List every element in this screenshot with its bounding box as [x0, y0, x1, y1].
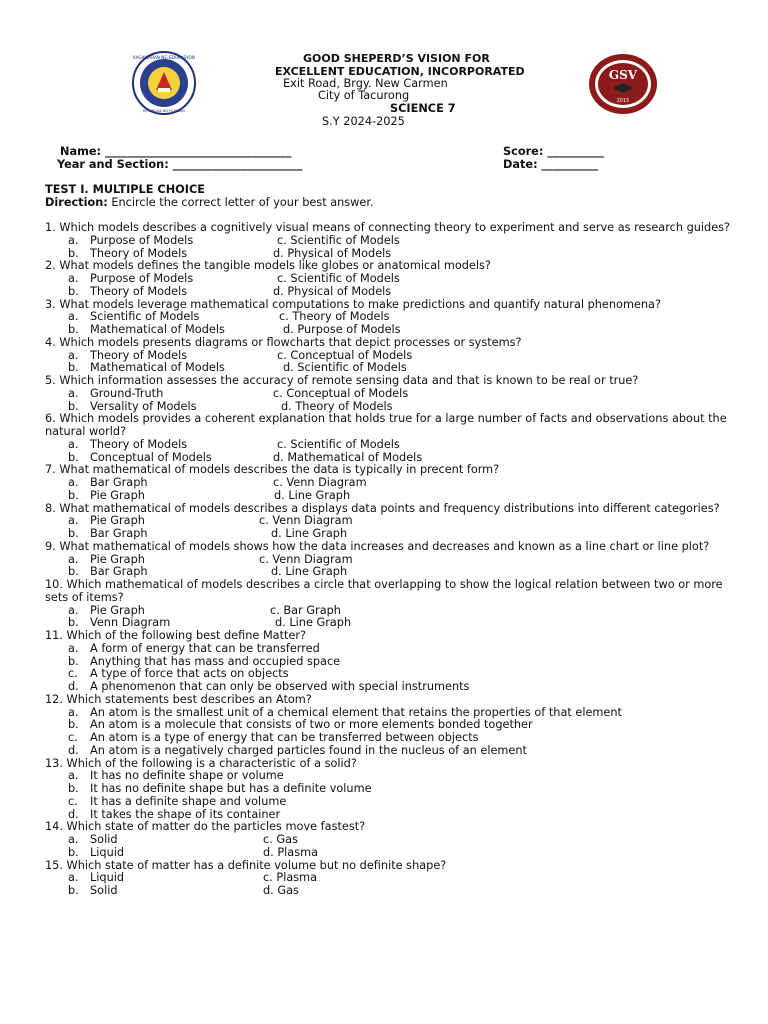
choice-second-column[interactable]: c. Conceptual of Models [277, 348, 413, 362]
direction-text: Encircle the correct letter of your best answer. [107, 196, 374, 209]
choice-letter[interactable]: d. [68, 743, 79, 757]
choice-text[interactable]: An atom is a negatively charged particles found in the nucleus of an element [90, 743, 527, 757]
answer-row[interactable] [45, 362, 745, 375]
answer-row[interactable] [45, 388, 745, 401]
gsv-logo-letters: GSV [608, 68, 638, 82]
school-city: City of Tacurong [318, 89, 410, 102]
question-text: 10. Which mathematical of models describes a circle that overlapping to show the logical relation between two or more sets of items? [45, 578, 723, 604]
choice-letter[interactable]: a. [68, 386, 79, 400]
choice-letter[interactable]: b. [68, 246, 79, 260]
question-text: 5. Which information assesses the accuracy of remote sensing data and that is known to be real or true? [45, 374, 639, 387]
choice-text[interactable]: It takes the shape of its container [90, 807, 281, 821]
choice-letter[interactable]: a. [68, 833, 79, 846]
choice-second-column[interactable]: c. Plasma [263, 871, 318, 885]
answer-row[interactable] [45, 809, 745, 822]
answer-row[interactable] [45, 796, 745, 809]
choice-text[interactable]: Venn Diagram [90, 616, 171, 630]
question-text: 15. Which state of matter has a definite volume but no definite shape? [45, 858, 447, 872]
choice-text[interactable]: Scientific of Models [90, 310, 200, 324]
question-text: 8. What mathematical of models describes a displays data points and frequency distributions into different categories? [45, 501, 720, 515]
choice-letter[interactable]: d. [68, 680, 79, 693]
choice-second-column[interactable]: c. Bar Graph [270, 603, 341, 617]
choice-second-column[interactable]: c. Scientific of Models [277, 233, 400, 247]
question-text: 7. What mathematical of models describes the data is typically in precent form? [45, 463, 500, 477]
choice-letter[interactable]: b. [68, 616, 79, 630]
test-direction [45, 197, 374, 210]
choice-text[interactable]: An atom is a type of energy that can be transferred between objects [90, 731, 479, 744]
choice-text[interactable]: Bar Graph [90, 565, 148, 579]
gsv-logo-year: 2015 [616, 98, 630, 104]
answer-row[interactable] [45, 324, 745, 337]
question-15 [45, 860, 745, 898]
question-2 [45, 260, 745, 298]
gsv-shield-logo [586, 52, 660, 116]
answer-row[interactable] [45, 617, 745, 630]
answer-row[interactable] [45, 872, 745, 885]
choice-letter[interactable]: b. [68, 884, 79, 897]
choice-letter[interactable]: b. [68, 565, 79, 579]
question-7 [45, 464, 745, 502]
choice-text[interactable]: Theory of Models [90, 437, 188, 451]
choice-text[interactable]: Solid [90, 884, 118, 897]
choice-letter[interactable]: a. [68, 641, 79, 655]
year-section-blank: _______________________ [172, 158, 303, 171]
choice-text[interactable]: It has no definite shape but has a definite volume [90, 782, 372, 795]
question-text: 2. What models defines the tangible models like globes or anatomical models? [45, 259, 491, 273]
deped-seal-logo [118, 50, 210, 116]
question-11 [45, 630, 745, 694]
choice-letter[interactable]: a. [68, 348, 79, 362]
answer-row[interactable] [45, 566, 745, 579]
question-8 [45, 503, 745, 541]
score-blank: __________ [547, 145, 604, 158]
choice-second-column[interactable]: c. Scientific of Models [277, 437, 400, 451]
choice-letter[interactable]: d. [68, 807, 79, 821]
choice-second-column[interactable]: d. Purpose of Models [283, 323, 401, 336]
date-field[interactable] [503, 159, 598, 172]
answer-row[interactable] [45, 401, 745, 414]
question-list [45, 222, 745, 898]
choice-second-column[interactable]: d. Line Graph [271, 565, 348, 579]
subject-title: SCIENCE 7 [390, 102, 456, 115]
answer-row[interactable] [45, 439, 745, 452]
choice-letter[interactable]: c. [68, 667, 78, 681]
answer-row[interactable] [45, 885, 745, 898]
choice-second-column[interactable]: c. Venn Diagram [259, 552, 353, 566]
choice-letter[interactable]: c. [68, 794, 78, 808]
choice-second-column[interactable]: d. Physical of Models [273, 246, 392, 260]
choice-text[interactable]: Theory of Models [90, 284, 188, 298]
choice-text[interactable]: Theory of Models [90, 246, 188, 260]
choice-text[interactable]: It has no definite shape or volume [90, 769, 284, 783]
choice-letter[interactable]: b. [68, 323, 79, 336]
choice-second-column[interactable]: d. Gas [263, 884, 299, 897]
name-blank: _________________________________ [104, 145, 292, 158]
choice-text[interactable]: Bar Graph [90, 476, 148, 489]
choice-text[interactable]: Liquid [90, 871, 125, 885]
choice-letter[interactable]: a. [68, 310, 79, 324]
choice-text[interactable]: Liquid [90, 845, 125, 859]
deped-seal-bottom-text: REPUBLIKA NG PILIPINAS [142, 109, 186, 113]
choice-second-column[interactable]: d. Scientific of Models [283, 361, 407, 375]
answer-row[interactable] [45, 745, 745, 758]
question-3 [45, 299, 745, 337]
score-label: Score: [503, 145, 544, 158]
date-blank: __________ [541, 158, 599, 171]
question-text: 4. Which models presents diagrams or flowcharts that depict processes or systems? [45, 335, 522, 349]
answer-row[interactable] [45, 490, 745, 503]
choice-text[interactable]: A form of energy that can be transferred [90, 641, 320, 655]
choice-second-column[interactable]: d. Physical of Models [273, 284, 392, 298]
test-title: TEST I. MULTIPLE CHOICE [45, 183, 205, 196]
school-address: Exit Road, Brgy. New Carmen [283, 77, 448, 90]
question-6 [45, 413, 745, 464]
choice-second-column[interactable]: c. Scientific of Models [277, 272, 400, 285]
answer-row[interactable] [45, 273, 745, 286]
answer-row[interactable] [45, 643, 745, 656]
choice-text[interactable]: Pie Graph [90, 603, 145, 617]
choice-letter[interactable]: a. [68, 552, 79, 566]
choice-second-column[interactable]: c. Theory of Models [279, 310, 390, 324]
choice-letter[interactable]: b. [68, 654, 79, 668]
choice-second-column[interactable]: d. Line Graph [274, 488, 351, 502]
choice-letter[interactable]: a. [68, 603, 79, 617]
choice-letter[interactable]: a. [68, 476, 79, 489]
school-name-line2: EXCELLENT EDUCATION, INCORPORATED [275, 65, 525, 78]
choice-text[interactable]: Purpose of Models [90, 272, 194, 285]
choice-letter[interactable]: c. [68, 731, 78, 744]
question-text: 14. Which state of matter do the particles move fastest? [45, 820, 366, 834]
choice-text[interactable]: Mathematical of Models [90, 323, 225, 336]
choice-second-column[interactable]: c. Venn Diagram [259, 514, 353, 528]
choice-second-column[interactable]: d. Plasma [263, 845, 319, 859]
choice-text[interactable]: Ground-Truth [90, 386, 164, 400]
question-10 [45, 579, 745, 630]
choice-text[interactable]: Pie Graph [90, 488, 145, 502]
question-14 [45, 821, 745, 859]
choice-text[interactable]: Conceptual of Models [90, 450, 212, 464]
question-text: 6. Which models provides a coherent explanation that holds true for a large number of facts and observations about the natural world? [45, 412, 727, 438]
choice-text[interactable]: Versality of Models [90, 399, 197, 413]
choice-text[interactable]: Purpose of Models [90, 233, 194, 247]
answer-row[interactable] [45, 477, 745, 490]
choice-second-column[interactable]: d. Mathematical of Models [273, 450, 423, 464]
score-field[interactable] [503, 146, 604, 159]
name-label: Name: [60, 145, 102, 158]
choice-second-column[interactable]: c. Conceptual of Models [273, 386, 409, 400]
choice-letter[interactable]: a. [68, 514, 79, 528]
choice-letter[interactable]: a. [68, 272, 79, 285]
choice-second-column[interactable]: d. Theory of Models [281, 399, 393, 413]
choice-text[interactable]: Mathematical of Models [90, 361, 225, 375]
question-text: 9. What mathematical of models shows how the data increases and decreases and known as a line chart or line plot? [45, 539, 710, 553]
choice-letter[interactable]: a. [68, 233, 79, 247]
answer-row[interactable] [45, 554, 745, 567]
question-text: 12. Which statements best describes an Atom? [45, 692, 312, 706]
direction-label: Direction: [45, 196, 108, 209]
choice-text[interactable]: Theory of Models [90, 348, 188, 362]
question-text: 3. What models leverage mathematical computations to make predictions and quantify natural phenomena? [45, 297, 661, 311]
question-13 [45, 758, 745, 822]
choice-second-column[interactable]: c. Gas [263, 833, 298, 846]
date-label: Date: [503, 158, 538, 171]
choice-letter[interactable]: a. [68, 871, 79, 885]
answer-row[interactable] [45, 834, 745, 847]
school-year: S.Y 2024-2025 [322, 115, 405, 128]
choice-second-column[interactable]: d. Line Graph [275, 616, 352, 630]
question-text: 11. Which of the following best define Matter? [45, 629, 307, 642]
choice-letter[interactable]: b. [68, 450, 79, 464]
choice-letter[interactable]: b. [68, 845, 79, 859]
answer-row[interactable] [45, 681, 745, 694]
answer-row[interactable] [45, 783, 745, 796]
choice-text[interactable]: Bar Graph [90, 527, 148, 540]
choice-letter[interactable]: b. [68, 782, 79, 795]
choice-letter[interactable]: a. [68, 769, 79, 783]
question-text: 13. Which of the following is a characteristic of a solid? [45, 756, 357, 770]
year-section-label: Year and Section: [57, 158, 169, 171]
choice-second-column[interactable]: d. Line Graph [271, 527, 348, 540]
answer-row[interactable] [45, 732, 745, 745]
choice-letter[interactable]: b. [68, 488, 79, 502]
question-9 [45, 541, 745, 579]
choice-text[interactable]: Anything that has mass and occupied space [90, 654, 341, 668]
choice-text[interactable]: A phenomenon that can only be observed with special instruments [90, 680, 470, 693]
question-12 [45, 694, 745, 758]
choice-letter[interactable]: b. [68, 284, 79, 298]
question-text: 1. Which models describes a cognitively visual means of connecting theory to experiment and serve as research guides? [45, 221, 731, 234]
choice-letter[interactable]: b. [68, 718, 79, 732]
year-section-field[interactable] [57, 159, 303, 172]
answer-row[interactable] [45, 286, 745, 299]
choice-text[interactable]: Pie Graph [90, 552, 145, 566]
answer-row[interactable] [45, 452, 745, 465]
choice-text[interactable]: Solid [90, 833, 118, 846]
choice-letter[interactable]: a. [68, 437, 79, 451]
answer-row[interactable] [45, 847, 745, 860]
choice-text[interactable]: A type of force that acts on objects [90, 667, 289, 681]
question-1 [45, 222, 745, 260]
choice-second-column[interactable]: c. Venn Diagram [273, 476, 367, 489]
choice-letter[interactable]: a. [68, 705, 79, 719]
name-field[interactable] [60, 146, 291, 159]
answer-row[interactable] [45, 528, 745, 541]
answer-row[interactable] [45, 515, 745, 528]
choice-text[interactable]: An atom is a molecule that consists of two or more elements bonded together [90, 718, 533, 732]
choice-letter[interactable]: b. [68, 399, 79, 413]
choice-text[interactable]: Pie Graph [90, 514, 145, 528]
choice-text[interactable]: An atom is the smallest unit of a chemical element that retains the properties of that element [90, 705, 622, 719]
choice-letter[interactable]: b. [68, 527, 79, 540]
answer-row[interactable] [45, 235, 745, 248]
answer-row[interactable] [45, 248, 745, 261]
deped-seal-top-text: KAGAWARAN NG EDUKASYON [133, 55, 195, 60]
question-5 [45, 375, 745, 413]
choice-letter[interactable]: b. [68, 361, 79, 375]
question-4 [45, 337, 745, 375]
choice-text[interactable]: It has a definite shape and volume [90, 794, 287, 808]
school-name-line1: GOOD SHEPERD’S VISION FOR [303, 52, 490, 65]
